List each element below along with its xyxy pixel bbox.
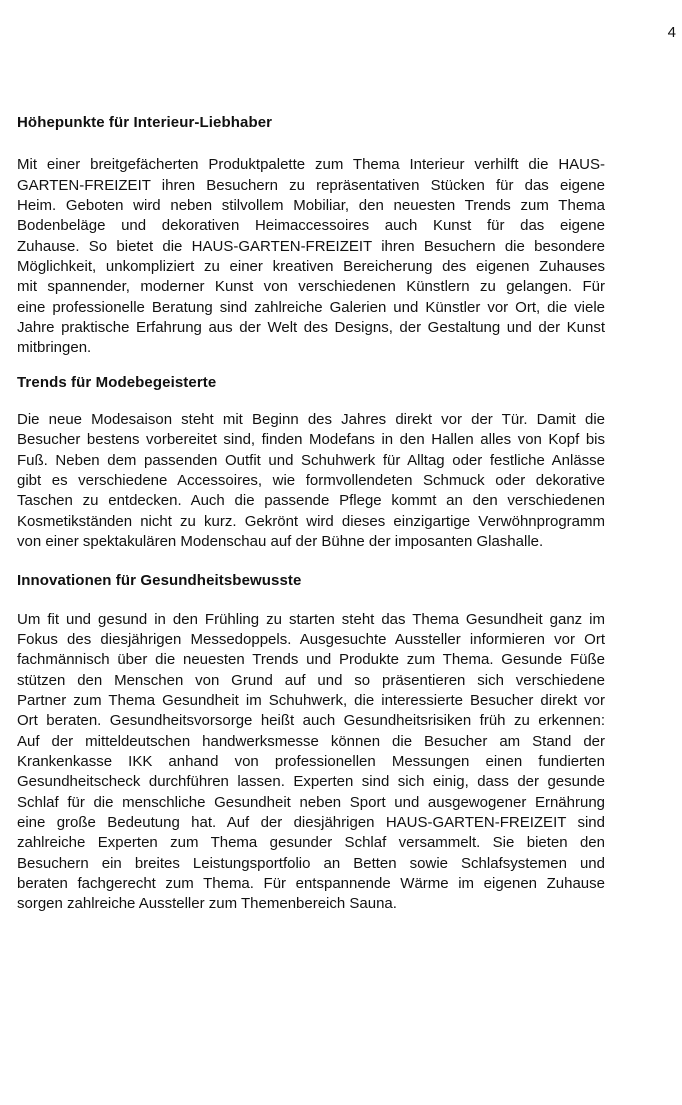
text-line: Partner zum Thema Gesundheit im Schuhwerk, die interessierte Besucher direkt vor	[17, 691, 605, 709]
section-mode	[17, 373, 605, 553]
paragraph-mode	[17, 410, 605, 552]
text-line: Gesundheitscheck durchführen lassen. Experten sind sich einig, dass der gesunde	[17, 773, 605, 791]
text-line: Möglichkeit, unkompliziert zu einer kreativen Bereicherung des eigenen Zuhauses	[17, 257, 605, 275]
text-line: von einer spektakulären Modenschau auf der Bühne der imposanten Glashalle.	[17, 532, 544, 550]
text-line: Jahre praktische Erfahrung aus der Welt des Designs, der Gestaltung und der Kunst	[17, 318, 605, 336]
text-line: Zuhause. So bietet die HAUS-GARTEN-FREIZEIT ihren Besuchern die besondere	[17, 237, 605, 255]
text-line: Fuß. Neben dem passenden Outfit und Schuhwerk für Alltag oder festliche Anlässe	[17, 451, 605, 469]
section-interieur	[17, 113, 605, 359]
text-line: Ort beraten. Gesundheitsvorsorge heißt auch Gesundheitsrisiken früh zu erkennen:	[17, 712, 605, 730]
text-line: Die neue Modesaison steht mit Beginn des Jahres direkt vor der Tür. Damit die	[17, 410, 605, 428]
text-line: beraten fachgerecht zum Thema. Für entspannende Wärme im eigenen Zuhause	[17, 874, 605, 892]
section-heading-interieur: Höhepunkte für Interieur-Liebhaber	[17, 114, 273, 131]
text-line: Fokus des diesjährigen Messedoppels. Ausgesuchte Aussteller informieren vor Ort	[17, 630, 605, 648]
text-line: Heim. Geboten wird neben stilvollem Mobiliar, den neuesten Trends zum Thema	[17, 196, 605, 214]
section-heading-gesundheit: Innovationen für Gesundheitsbewusste	[17, 572, 302, 590]
text-line: stützen den Menschen von Grund auf und so präsentieren sich verschiedene	[17, 671, 605, 689]
text-line: Mit einer breitgefächerten Produktpalette zum Thema Interieur verhilft die HAUS-	[17, 156, 605, 174]
text-line: eine große Bedeutung hat. Auf der diesjährigen HAUS-GARTEN-FREIZEIT sind	[17, 813, 605, 831]
text-line: zahlreiche Experten zum Thema gesunder Schlaf versammelt. Sie bieten den	[17, 834, 605, 852]
text-line: Besucher bestens vorbereitet sind, finden Modefans in den Hallen alles von Kopf bis	[17, 431, 605, 449]
text-line: mit spannender, moderner Kunst von verschiedenen Künstlern zu gelangen. Für	[17, 278, 605, 296]
text-line: Besuchern ein breites Leistungsportfolio an Betten sowie Schlafsystemen und	[17, 854, 605, 872]
text-line: fachmännisch über die neuesten Trends und Produkte zum Thema. Gesunde Füße	[17, 651, 605, 669]
page-number: 4	[667, 24, 676, 41]
text-line: gibt es verschiedene Accessoires, wie formvollendeten Schmuck oder dekorative	[17, 471, 605, 489]
text-line: Auf der mitteldeutschen handwerksmesse können die Besucher am Stand der	[17, 732, 605, 750]
section-gesundheit	[17, 571, 605, 914]
text-line: Taschen zu entdecken. Auch die passende Pflege kommt an den verschiedenen	[17, 492, 605, 510]
text-line: Kosmetikständen nicht zu kurz. Gekrönt wird dieses einzigartige Verwöhnprogramm	[17, 512, 605, 530]
text-line: GARTEN-FREIZEIT ihren Besuchern zu repräsentativen Stücken für das eigene	[17, 176, 605, 194]
paragraph-interieur	[17, 155, 605, 358]
text-line: sorgen zahlreiche Aussteller zum Themenbereich Sauna.	[17, 895, 397, 913]
text-line: Schlaf für die menschliche Gesundheit neben Sport und ausgewogener Ernährung	[17, 793, 605, 811]
text-line: eine professionelle Beratung sind zahlreiche Galerien und Künstler vor Ort, die viele	[17, 298, 605, 316]
text-line: Um fit und gesund in den Frühling zu starten steht das Thema Gesundheit ganz im	[17, 610, 605, 628]
paragraph-gesundheit	[17, 610, 605, 915]
text-line: Krankenkasse IKK anhand von professionellen Messungen einen fundierten	[17, 752, 605, 770]
text-line: mitbringen.	[17, 339, 92, 357]
page-content	[0, 113, 682, 914]
section-heading-mode: Trends für Modebegeisterte	[17, 373, 217, 391]
text-line: Bodenbeläge und dekorativen Heimaccessoires auch Kunst für das eigene	[17, 217, 605, 235]
